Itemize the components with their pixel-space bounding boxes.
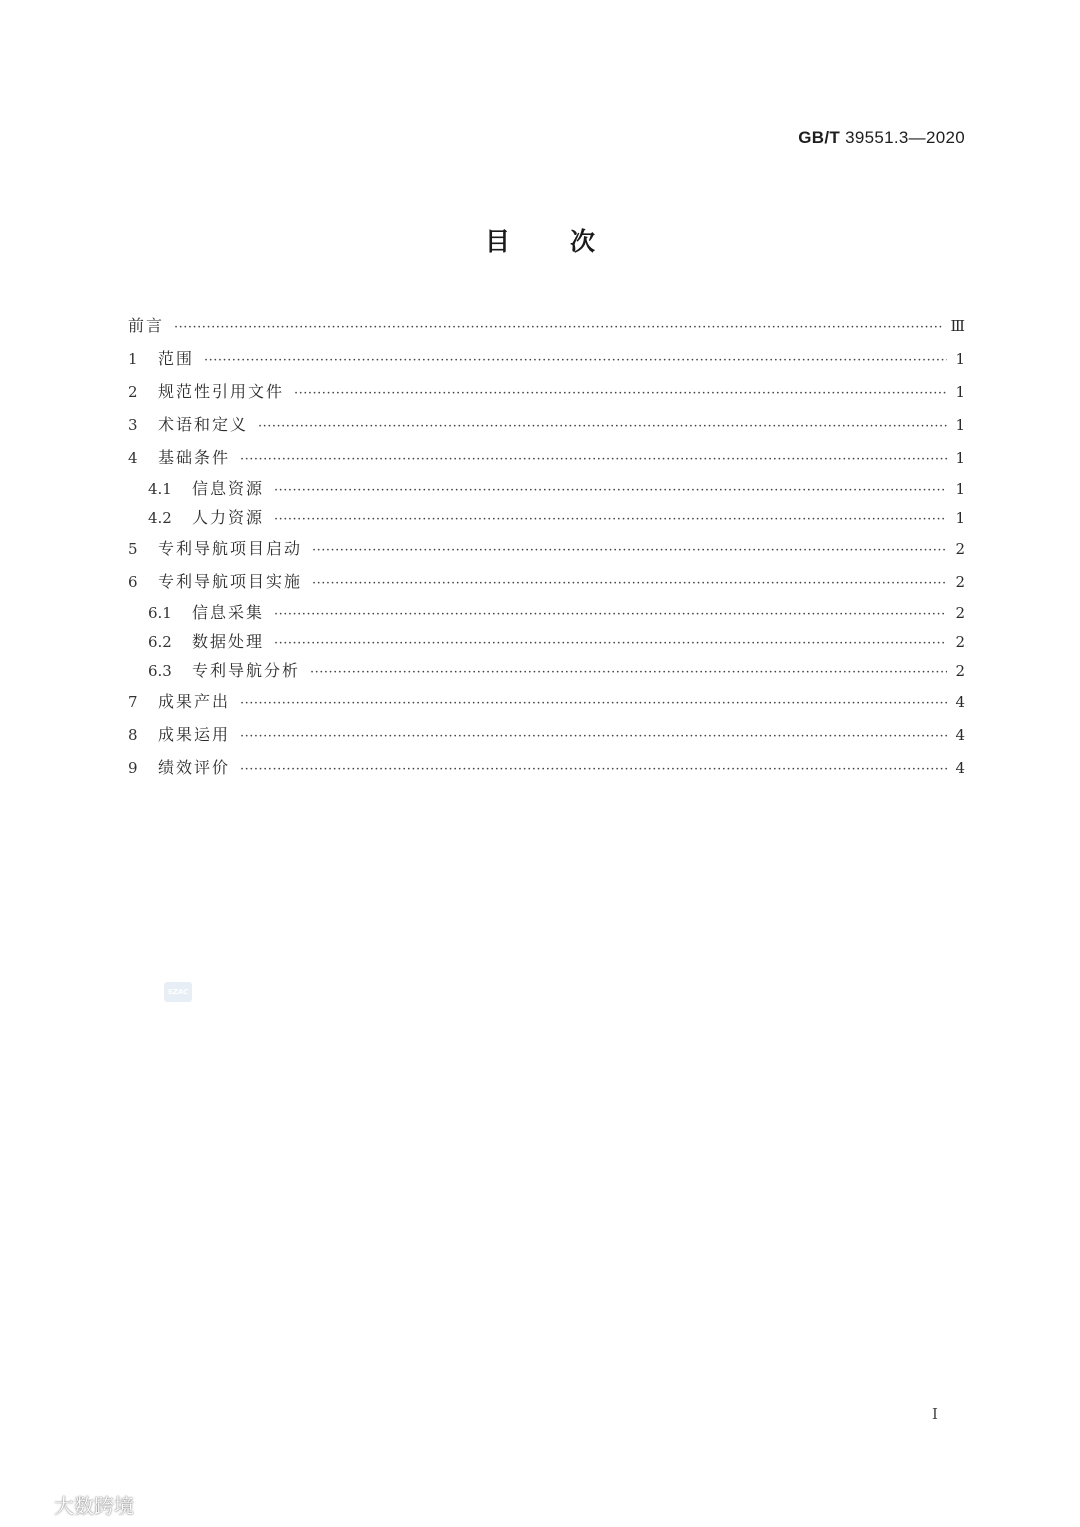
toc-entry-number: 4.2 [148, 509, 172, 527]
toc-leader-dots [274, 629, 947, 658]
toc-leader-dots [274, 476, 947, 505]
toc-entry[interactable] [128, 565, 965, 598]
toc-entry-number: 4.1 [148, 480, 172, 498]
toc-entry[interactable] [128, 627, 965, 656]
toc-entry[interactable] [128, 375, 965, 408]
toc-entry-number: 3 [128, 416, 138, 434]
toc-entry-label: 人力资源 [192, 508, 265, 527]
standard-number [798, 128, 965, 148]
toc-entry-page: 2 [955, 540, 965, 558]
toc-entry-label: 绩效评价 [158, 758, 231, 777]
toc-leader-dots [174, 311, 943, 344]
toc-entry-label: 专利导航项目实施 [158, 572, 303, 591]
toc-leader-dots [274, 600, 947, 629]
toc-leader-dots [204, 344, 947, 377]
toc-entry-label: 成果产出 [158, 692, 231, 711]
toc-entry-label: 前言 [128, 316, 165, 335]
table-of-contents [128, 309, 965, 784]
toc-entry-page: 1 [955, 449, 965, 467]
toc-entry-number: 6.1 [148, 604, 172, 622]
toc-entry-label: 专利导航分析 [192, 661, 301, 680]
toc-entry-page: Ⅲ [950, 317, 965, 335]
toc-entry[interactable] [128, 441, 965, 474]
toc-entry-label: 信息采集 [192, 603, 265, 622]
toc-entry-label: 范围 [158, 349, 195, 368]
toc-entry-page: 4 [955, 759, 965, 777]
toc-entry-label: 术语和定义 [158, 415, 249, 434]
toc-leader-dots [274, 505, 947, 534]
toc-leader-dots [240, 687, 947, 720]
toc-entry-page: 1 [955, 509, 965, 527]
toc-entry-page: 2 [955, 633, 965, 651]
toc-leader-dots [240, 753, 947, 786]
toc-entry-number: 6 [128, 573, 138, 591]
toc-leader-dots [312, 567, 947, 600]
toc-entry[interactable] [128, 685, 965, 718]
toc-entry[interactable] [128, 474, 965, 503]
toc-entry-number: 7 [128, 693, 138, 711]
toc-leader-dots [258, 410, 947, 443]
toc-entry-label: 成果运用 [158, 725, 231, 744]
toc-entry-number: 6.3 [148, 662, 172, 680]
toc-entry-label: 数据处理 [192, 632, 265, 651]
toc-entry-page: 4 [955, 693, 965, 711]
toc-entry[interactable] [128, 718, 965, 751]
toc-entry-page: 2 [955, 604, 965, 622]
toc-entry[interactable] [128, 503, 965, 532]
toc-leader-dots [294, 377, 947, 410]
toc-entry-number: 5 [128, 540, 138, 558]
standard-year-number: 39551.3—2020 [845, 128, 965, 147]
toc-entry[interactable] [128, 656, 965, 685]
standard-code: GB/T [798, 128, 841, 147]
toc-leader-dots [240, 443, 947, 476]
brand-logo-icon [6, 1492, 50, 1518]
toc-entry-number: 8 [128, 726, 138, 744]
toc-entry-number: 2 [128, 383, 138, 401]
toc-entry[interactable] [128, 342, 965, 375]
toc-entry-label: 基础条件 [158, 448, 231, 467]
toc-entry[interactable] [128, 598, 965, 627]
toc-entry-page: 1 [955, 480, 965, 498]
toc-leader-dots [312, 534, 947, 567]
szac-stamp: SZAC [164, 982, 192, 1002]
toc-entry-page: 1 [955, 416, 965, 434]
toc-entry-page: 4 [955, 726, 965, 744]
toc-entry-label: 规范性引用文件 [158, 382, 285, 401]
toc-entry[interactable] [128, 408, 965, 441]
page-title: 目次 [484, 227, 655, 256]
toc-entry-number: 9 [128, 759, 138, 777]
watermark-text: 大数跨境 [54, 1494, 134, 1518]
toc-entry-page: 2 [955, 662, 965, 680]
watermark [6, 1490, 134, 1519]
toc-entry-label: 信息资源 [192, 479, 265, 498]
toc-entry[interactable] [128, 309, 965, 342]
toc-entry[interactable] [128, 532, 965, 565]
toc-leader-dots [240, 720, 947, 753]
toc-entry-number: 1 [128, 350, 138, 368]
toc-entry[interactable] [128, 751, 965, 784]
toc-entry-page: 1 [955, 383, 965, 401]
toc-entry-page: 2 [955, 573, 965, 591]
toc-entry-page: 1 [955, 350, 965, 368]
toc-entry-number: 4 [128, 449, 138, 467]
toc-entry-label: 专利导航项目启动 [158, 539, 303, 558]
toc-entry-number: 6.2 [148, 633, 172, 651]
toc-leader-dots [310, 658, 947, 687]
footer-page-number: I [932, 1405, 938, 1423]
